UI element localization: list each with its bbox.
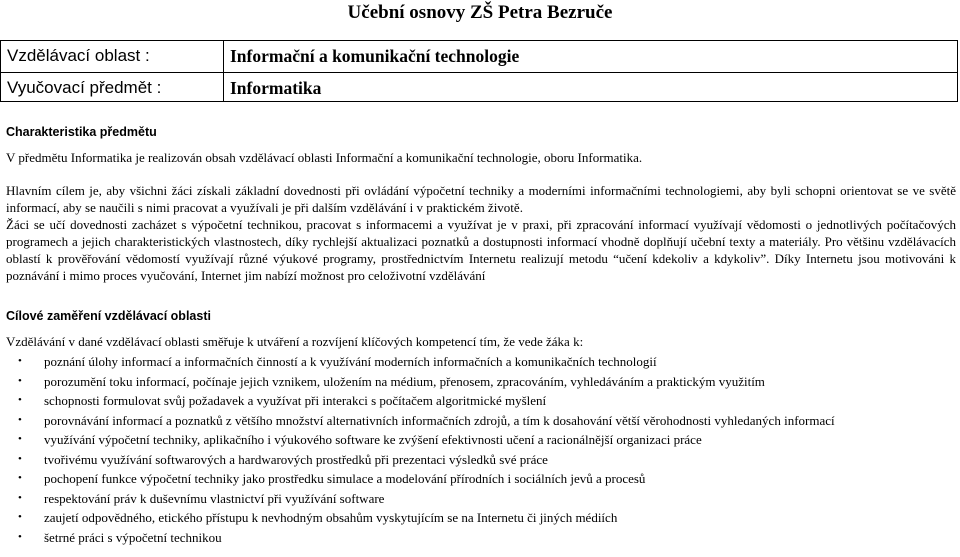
characteristics-goal: Hlavním cílem je, aby všichni žáci získali základní dovednosti při ovládání výpočetní techniky a moderními informačními technologiemi, aby byli schopni orientovat se ve světě informací, aby se naučili s nimi pracovat a využívali je při dalším vzdělávání i v praktickém životě. [6,183,956,215]
characteristics-heading: Charakteristika předmětu [6,125,157,139]
bullet-icon: • [18,374,22,387]
bullet-icon: • [18,472,22,484]
bullet-icon: • [18,413,22,426]
bullet-icon: • [18,491,22,504]
area-value: Informační a komunikační technologie [230,46,520,66]
bullet-icon: • [18,452,22,465]
list-item [6,430,956,450]
characteristics-skills: Žáci se učí dovednosti zacházet s výpočetní technikou, pracovat s informacemi a využívat je v praxi, při zpracování informací využívají vědomosti o jednotlivých počítačových programech a jejich charakteristických vlastnostech, díky rychlejší aktualizaci poznatků a dostupnosti informací vhodně doplňují učební texty a materiály. Pro většinu vzdělávacích oblastí k prověřování vědomostí využívají různé výukové programy, prostřednictvím Internetu realizují metodu “učení kdekoliv a kdykoliv”. Díky Internetu jsou motivováni k poznávání i mimo proces vyučování, Internet jim nabízí možnost pro celoživotní vzdělávání [6,217,956,283]
list-item [6,469,956,489]
subject-value: Informatika [230,78,322,98]
subject-info-table [0,40,958,102]
list-item-text: zaujetí odpovědného, etického přístupu k nevhodným obsahům vyskytujícím se na Internetu či jiných médiích [44,510,618,525]
list-item-text: poznání úlohy informací a informačních činností a k využívání moderních informačních a komunikačních technologií [44,354,657,369]
bullet-icon: • [18,433,22,445]
characteristics-intro: V předmětu Informatika je realizován obsah vzdělávací oblasti Informační a komunikační technologie, oboru Informatika. [6,150,643,165]
list-item-text: schopnosti formulovat svůj požadavek a využívat při interakci s počítačem algoritmické myšlení [44,393,547,408]
list-item [6,528,956,548]
page-title: Učební osnovy ZŠ Petra Bezruče [347,2,613,23]
list-item [6,372,956,392]
area-row [1,41,957,71]
area-label: Vzdělávací oblast : [7,46,150,65]
list-item [6,352,956,372]
subject-row [1,72,957,103]
list-item-text: porozumění toku informací, počínaje jejich vznikem, uložením na médium, přenosem, zpracováním, vyhledáváním a praktickým využitím [44,373,765,389]
list-item-text: pochopení funkce výpočetní techniky jako prostředku simulace a modelování přírodních i sociálních jevů a procesů [44,471,646,486]
list-item-text: šetrné práci s výpočetní technikou [44,529,222,545]
subject-label: Vyučovací předmět : [7,78,162,97]
list-item [6,489,956,509]
list-item [6,391,956,411]
list-item-text: respektování práv k duševnímu vlastnictví při využívání software [44,490,385,506]
bullet-icon: • [18,530,22,543]
goals-heading: Cílové zaměření vzdělávací oblasti [6,309,211,323]
document-body [6,124,956,547]
list-item-text: porovnávání informací a poznatků z většího množství alternativních informačních zdrojů, a tím k dosahování větší věrohodnosti vyhledaných informací [44,412,835,428]
goals-intro: Vzdělávání v dané vzdělávací oblasti směřuje k utváření a rozvíjení klíčových kompetencí tím, že vede žáka k: [6,334,584,349]
list-item-text: využívání výpočetní techniky, aplikačního i výukového software ke zvýšení efektivnosti učení a racionálnější organizaci práce [44,432,702,447]
goals-list [6,352,956,547]
list-item [6,411,956,431]
bullet-icon: • [18,394,22,406]
bullet-icon: • [18,355,22,367]
list-item [6,508,956,528]
list-item [6,450,956,470]
list-item-text: tvořivému využívání softwarových a hardwarových prostředků při prezentaci výsledků své práce [44,451,548,467]
bullet-icon: • [18,511,22,523]
